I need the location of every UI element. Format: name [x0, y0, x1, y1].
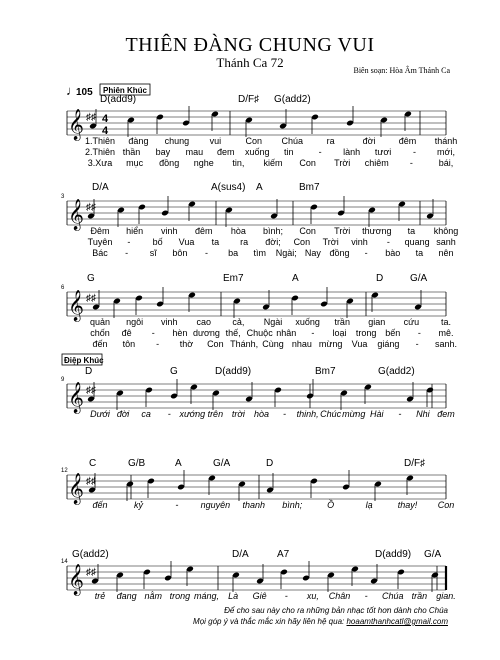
- lyric-syllable: dương: [192, 328, 220, 338]
- lyric-syllable: nhau: [291, 339, 312, 349]
- lyric-syllable: -: [156, 339, 160, 349]
- chord-symbol: D: [376, 273, 384, 284]
- chord-symbol: D/F♯: [404, 458, 426, 469]
- lyric-syllable: tin,: [232, 158, 245, 168]
- staff-system: [61, 273, 457, 349]
- lyric-syllable: thanh: [242, 500, 266, 510]
- chord-symbol: D(add9): [215, 366, 252, 377]
- lyric-syllable: Là: [228, 591, 239, 601]
- footer-contact-text: Mọi góp ý và thắc mắc xin hãy liên hệ qua:: [193, 617, 345, 626]
- lyric-syllable: chốn: [90, 328, 110, 338]
- lyric-syllable: ra: [240, 237, 249, 247]
- lyric-syllable: Trời: [334, 226, 351, 236]
- lyric-syllable: -: [125, 248, 129, 258]
- lyric-syllable: ta: [211, 237, 220, 247]
- lyric-syllable: vinh: [160, 226, 178, 236]
- lyric-syllable: 1.Thiên: [84, 136, 116, 146]
- lyric-syllable: đến: [92, 339, 108, 349]
- lyric-syllable: Con: [437, 500, 455, 510]
- lyric-syllable: bay: [155, 147, 171, 157]
- lyric-syllable: thánh: [434, 136, 458, 146]
- chord-symbol: D(add9): [100, 94, 137, 105]
- lyric-syllable: bình;: [282, 500, 303, 510]
- song-title: THIÊN ĐÀNG CHUNG VUI: [125, 34, 375, 56]
- chord-symbol: G(add2): [72, 549, 109, 560]
- chord-symbol: A: [292, 273, 299, 284]
- lyric-syllable: Con: [299, 226, 316, 236]
- lyric-syllable: thờ: [179, 339, 194, 349]
- lyric-syllable: Con: [299, 158, 316, 168]
- lyric-syllable: nên: [438, 248, 454, 258]
- lyric-syllable: đồng: [329, 248, 350, 258]
- staff-system: [67, 94, 457, 168]
- lyric-syllable: hòa: [253, 409, 269, 419]
- tempo-text: 105: [76, 87, 93, 98]
- lyric-syllable: -: [311, 328, 315, 338]
- chord-symbol: G/B: [128, 458, 146, 469]
- lyric-syllable: mau: [185, 147, 204, 157]
- lyric-syllable: xướng: [179, 409, 206, 419]
- lyric-syllable: lành: [343, 147, 361, 157]
- measure-number: 6: [61, 285, 65, 291]
- lyric-syllable: -: [386, 237, 390, 247]
- chord-symbol: C: [89, 458, 97, 469]
- lyric-syllable: Dưới: [90, 409, 110, 419]
- lyric-syllable: lạ: [365, 500, 373, 510]
- chord-symbol: G(add2): [378, 366, 415, 377]
- footer-email-link[interactable]: hoaamthanhcatl@gmail.com: [346, 617, 448, 626]
- lyric-syllable: -: [284, 591, 288, 601]
- lyric-syllable: đồng: [159, 158, 180, 168]
- treble-clef-icon: 𝄞: [68, 109, 84, 139]
- lyric-syllable: -: [318, 147, 322, 157]
- lyric-syllable: 3.Xưa: [87, 158, 113, 168]
- lyric-syllable: Tuyên: [87, 237, 113, 247]
- chord-symbol: G/A: [410, 273, 428, 284]
- lyric-syllable: chiêm: [364, 158, 389, 168]
- measure-number: 12: [61, 468, 68, 474]
- lyric-syllable: nằm: [144, 591, 162, 601]
- lyric-syllable: -: [364, 591, 368, 601]
- lyric-syllable: sanh.: [434, 339, 458, 349]
- lyric-syllable: ngôi: [126, 317, 144, 327]
- lyric-syllable: -: [167, 409, 171, 419]
- lyric-syllable: sanh: [436, 237, 456, 247]
- footer-note-2: [193, 617, 448, 626]
- lyric-syllable: trời: [231, 409, 245, 419]
- lyric-syllable: gian: [368, 317, 386, 327]
- lyric-syllable: -: [175, 500, 179, 510]
- lyric-syllable: mới,: [437, 147, 455, 157]
- lyric-syllable: ra: [326, 136, 335, 146]
- footer-note-1: Để cho sau này cho ra những bản nhạc tốt hơn dành cho Chúa: [224, 606, 448, 615]
- lyric-syllable: đang: [116, 591, 137, 601]
- lyric-syllable: Nhi: [416, 409, 430, 419]
- staff-system: [61, 182, 458, 258]
- lyric-syllable: vui: [209, 136, 222, 146]
- lyric-syllable: Ồ: [327, 500, 335, 510]
- lyric-syllable: trong: [355, 328, 377, 338]
- lyric-syllable: cả,: [232, 317, 245, 327]
- measure-number: 9: [61, 377, 65, 383]
- time-signature: 4: [102, 113, 109, 125]
- chord-symbol: D/A: [232, 549, 249, 560]
- lyric-syllable: Chân: [328, 591, 351, 601]
- staff-system: [61, 549, 456, 601]
- arranger-credit: Biên soạn: Hòa Âm Thánh Ca: [353, 66, 450, 75]
- lyric-syllable: đêm: [195, 226, 213, 236]
- key-signature-icon: ♯♯: [86, 112, 96, 123]
- lyric-syllable: mừng: [342, 409, 366, 419]
- lyric-syllable: Trời: [322, 237, 339, 247]
- lyric-syllable: Chúa: [281, 136, 303, 146]
- measure-number: 14: [61, 559, 68, 565]
- lyric-syllable: trẻ: [94, 591, 106, 601]
- lyric-syllable: mục: [126, 158, 144, 168]
- lyric-syllable: kỷ: [133, 500, 143, 510]
- lyric-syllable: kiếm: [263, 158, 283, 168]
- lyric-syllable: đời;: [265, 237, 281, 247]
- lyric-syllable: Bác: [92, 248, 108, 258]
- chord-symbol: D(add9): [375, 549, 412, 560]
- lyric-syllable: đời: [116, 409, 130, 419]
- verse-label: Phiên Khúc: [103, 86, 148, 95]
- lyric-syllable: mê.: [438, 328, 454, 338]
- lyric-syllable: -: [409, 158, 413, 168]
- lyric-syllable: Chuộc: [246, 328, 273, 338]
- lyric-syllable: -: [417, 328, 421, 338]
- chord-symbol: D: [85, 366, 93, 377]
- lyric-syllable: đàng: [128, 136, 149, 146]
- lyric-syllable: quản: [89, 317, 111, 327]
- measure-number: 3: [61, 194, 65, 200]
- lyric-syllable: Cùng: [262, 339, 284, 349]
- lyric-syllable: tôn: [122, 339, 136, 349]
- chord-symbol: G/A: [213, 458, 231, 469]
- lyric-syllable: ca: [141, 409, 151, 419]
- lyric-syllable: Chúc: [320, 409, 342, 419]
- key-signature-icon: ♯♯: [86, 385, 96, 396]
- lyric-syllable: ba: [228, 248, 239, 258]
- lyric-syllable: thần: [122, 147, 141, 157]
- lyric-syllable: bái,: [438, 158, 454, 168]
- treble-clef-icon: 𝄞: [68, 290, 84, 320]
- lyric-syllable: bố: [152, 237, 163, 247]
- lyric-syllable: Chúa: [382, 591, 404, 601]
- lyric-syllable: hòa: [230, 226, 246, 236]
- lyric-syllable: loại: [332, 328, 347, 338]
- chord-symbol: A(sus4): [211, 182, 246, 193]
- chord-symbol: Bm7: [315, 366, 336, 377]
- key-signature-icon: ♯♯: [86, 476, 96, 487]
- lyric-syllable: -: [283, 409, 287, 419]
- lyric-syllable: thinh,: [296, 409, 319, 419]
- lyric-syllable: Hài: [370, 409, 384, 419]
- lyric-syllable: -: [398, 409, 402, 419]
- lyric-syllable: vinh: [160, 317, 178, 327]
- lyric-syllable: đêm: [398, 136, 417, 146]
- lyric-syllable: -: [415, 339, 419, 349]
- lyric-syllable: -: [364, 248, 368, 258]
- lyric-syllable: không: [433, 226, 459, 236]
- lyric-syllable: bôn: [172, 248, 188, 258]
- lyric-syllable: nhân: [276, 328, 297, 338]
- lyric-syllable: đến: [92, 500, 108, 510]
- lyric-syllable: nguyên: [200, 500, 231, 510]
- lyric-syllable: Vua: [178, 237, 195, 247]
- lyric-syllable: trần: [411, 591, 428, 601]
- chord-symbol: G: [87, 273, 95, 284]
- lyric-syllable: -: [413, 147, 417, 157]
- lyric-syllable: quang: [404, 237, 430, 247]
- lyric-syllable: bến: [385, 328, 401, 338]
- song-subtitle: Thánh Ca 72: [216, 55, 284, 70]
- lyric-syllable: xuống: [245, 147, 270, 157]
- treble-clef-icon: 𝄞: [68, 473, 84, 503]
- staff-system: [61, 458, 454, 510]
- lyric-syllable: giáng: [377, 339, 400, 349]
- tempo-note-icon: ♩: [66, 83, 79, 98]
- key-signature-icon: ♯♯: [86, 202, 96, 213]
- chord-symbol: G(add2): [274, 94, 311, 105]
- lyric-syllable: vinh: [351, 237, 368, 247]
- chord-symbol: G: [170, 366, 178, 377]
- lyric-syllable: Con: [207, 339, 224, 349]
- chord-symbol: A7: [277, 549, 290, 560]
- lyric-syllable: trong: [169, 591, 191, 601]
- lyric-syllable: Ngài: [263, 317, 283, 327]
- lyric-syllable: thế,: [225, 328, 241, 338]
- chord-symbol: Bm7: [299, 182, 320, 193]
- time-signature: 4: [102, 125, 109, 137]
- chord-symbol: A: [175, 458, 182, 469]
- lyric-syllable: Thánh,: [230, 339, 259, 349]
- lyric-syllable: ta: [407, 226, 416, 236]
- lyric-syllable: trên: [207, 409, 224, 419]
- lyric-syllable: sĩ: [149, 248, 157, 258]
- chord-symbol: A: [256, 182, 263, 193]
- chord-symbol: G/A: [424, 549, 442, 560]
- lyric-syllable: chung: [164, 136, 190, 146]
- lyric-syllable: Ngài;: [275, 248, 297, 258]
- lyric-syllable: đời: [362, 136, 376, 146]
- lyric-syllable: trần: [334, 317, 350, 327]
- lyric-syllable: ta: [415, 248, 424, 258]
- lyric-syllable: xu,: [306, 591, 319, 601]
- lyric-syllable: nghe: [193, 158, 214, 168]
- chorus-label: Điệp Khúc: [64, 356, 104, 365]
- chord-symbol: Em7: [223, 273, 244, 284]
- lyric-syllable: Nay: [304, 248, 321, 258]
- lyric-syllable: máng,: [193, 591, 219, 601]
- lyric-syllable: 2.Thiên: [84, 147, 116, 157]
- key-signature-icon: ♯♯: [86, 567, 96, 578]
- chord-symbol: D/F♯: [238, 94, 260, 105]
- lyric-syllable: Con: [293, 237, 311, 247]
- lyric-syllable: hèn: [172, 328, 188, 338]
- lyric-syllable: thương: [362, 226, 392, 236]
- chord-symbol: D/A: [92, 182, 109, 193]
- lyric-syllable: đê: [121, 328, 132, 338]
- lyric-syllable: Trời: [334, 158, 351, 168]
- lyric-syllable: tìm: [253, 248, 266, 258]
- lyric-syllable: tươi: [374, 147, 392, 157]
- lyric-syllable: -: [151, 328, 155, 338]
- lyric-syllable: xuống: [295, 317, 320, 327]
- lyric-syllable: -: [204, 248, 208, 258]
- lyric-syllable: Giê: [252, 591, 267, 601]
- lyric-syllable: cao: [196, 317, 212, 327]
- lyric-syllable: thay!: [397, 500, 418, 510]
- lyric-syllable: bình;: [262, 226, 284, 236]
- treble-clef-icon: 𝄞: [68, 382, 84, 412]
- lyric-syllable: đem: [437, 409, 455, 419]
- key-signature-icon: ♯♯: [86, 293, 96, 304]
- chord-symbol: D: [266, 458, 274, 469]
- lyric-syllable: -: [127, 237, 131, 247]
- treble-clef-icon: 𝄞: [68, 199, 84, 229]
- lyric-syllable: bào: [385, 248, 401, 258]
- lyric-syllable: cứu: [403, 317, 420, 327]
- lyric-syllable: tin: [283, 147, 294, 157]
- lyric-syllable: gian.: [436, 591, 456, 601]
- lyric-syllable: Vua: [351, 339, 368, 349]
- lyric-syllable: Đêm: [90, 226, 110, 236]
- treble-clef-icon: 𝄞: [68, 564, 84, 594]
- lyric-syllable: ta.: [440, 317, 452, 327]
- staff-system: [61, 366, 455, 419]
- lyric-syllable: mừng: [318, 339, 343, 349]
- lyric-syllable: hiển: [126, 226, 144, 236]
- lyric-syllable: Con: [245, 136, 263, 146]
- lyric-syllable: đem: [217, 147, 235, 157]
